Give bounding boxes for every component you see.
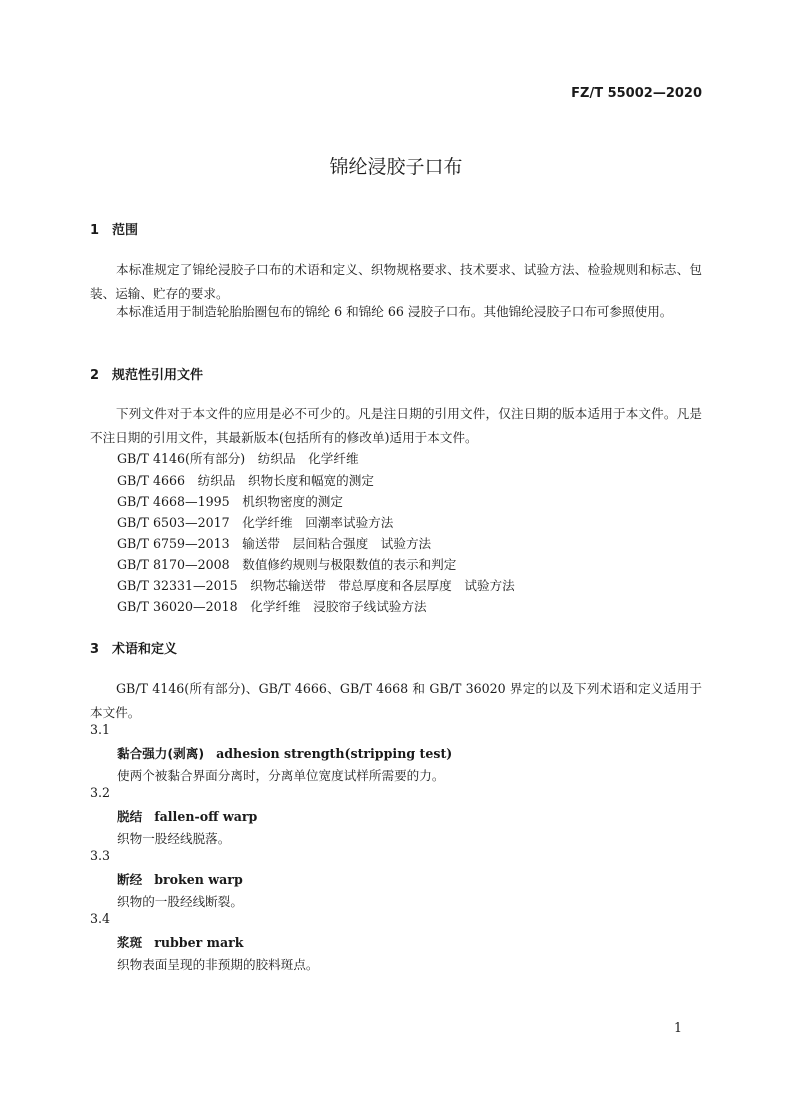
reference-item: GB/T 6503—2017 化学纤维 回潮率试验方法 xyxy=(117,515,394,530)
term-definition: 使两个被黏合界面分离时，分离单位宽度试样所需要的力。 xyxy=(117,768,445,783)
term-heading xyxy=(117,806,257,825)
term-zh: 浆斑 xyxy=(117,935,143,950)
section-1-heading xyxy=(90,219,138,238)
term-definition: 织物一股经线脱落。 xyxy=(117,831,231,846)
reference-item: GB/T 32331—2015 织物芯输送带 带总厚度和各层厚度 试验方法 xyxy=(117,578,515,593)
standard-code: FZ/T 55002—2020 xyxy=(571,86,702,101)
section-number: 3 xyxy=(90,642,100,657)
term-heading xyxy=(117,869,243,888)
term-en: broken warp xyxy=(154,872,243,887)
section-number: 2 xyxy=(90,368,100,383)
document-title: 锦纶浸胶子口布 xyxy=(329,156,463,178)
term-number: 3.1 xyxy=(90,722,111,737)
term-number: 3.3 xyxy=(90,848,111,863)
term-zh: 脱结 xyxy=(117,809,143,824)
scope-paragraph-1: 本标准规定了锦纶浸胶子口布的术语和定义、织物规格要求、技术要求、试验方法、检验规则和标志、包装、运输、贮存的要求。 xyxy=(90,262,702,301)
section-title: 规范性引用文件 xyxy=(112,368,204,383)
reference-item: GB/T 4666 纺织品 织物长度和幅宽的测定 xyxy=(117,473,374,488)
reference-item: GB/T 6759—2013 输送带 层间粘合强度 试验方法 xyxy=(117,536,432,551)
section-3-heading xyxy=(90,638,177,657)
term-zh: 断经 xyxy=(117,872,143,887)
page-number: 1 xyxy=(673,1020,682,1035)
term-heading xyxy=(117,932,243,951)
section-2-heading xyxy=(90,364,203,383)
terms-intro: GB/T 4146(所有部分)、GB/T 4666、GB/T 4668 和 GB/T 36020 界定的以及下列术语和定义适用于本文件。 xyxy=(90,681,702,720)
section-title: 范围 xyxy=(112,223,139,238)
term-en: fallen-off warp xyxy=(154,809,258,824)
references-intro: 下列文件对于本文件的应用是必不可少的。凡是注日期的引用文件，仅注日期的版本适用于本文件。凡是不注日期的引用文件，其最新版本(包括所有的修改单)适用于本文件。 xyxy=(90,406,702,445)
term-definition: 织物的一股经线断裂。 xyxy=(117,894,243,909)
term-zh: 黏合强力(剥离) xyxy=(117,746,205,761)
reference-item: GB/T 8170—2008 数值修约规则与极限数值的表示和判定 xyxy=(117,557,457,572)
section-number: 1 xyxy=(90,223,100,238)
term-en: rubber mark xyxy=(154,935,244,950)
reference-item: GB/T 36020—2018 化学纤维 浸胶帘子线试验方法 xyxy=(117,599,427,614)
term-heading xyxy=(117,743,452,762)
section-title: 术语和定义 xyxy=(112,642,178,657)
term-en: adhesion strength(stripping test) xyxy=(216,746,453,761)
term-definition: 织物表面呈现的非预期的胶料斑点。 xyxy=(117,957,319,972)
term-number: 3.4 xyxy=(90,911,111,926)
scope-paragraph-2: 本标准适用于制造轮胎胎圈包布的锦纶 6 和锦纶 66 浸胶子口布。其他锦纶浸胶子口布可参照使用。 xyxy=(116,304,673,319)
reference-item: GB/T 4146(所有部分) 纺织品 化学纤维 xyxy=(117,451,359,466)
reference-item: GB/T 4668—1995 机织物密度的测定 xyxy=(117,494,343,509)
term-number: 3.2 xyxy=(90,785,111,800)
